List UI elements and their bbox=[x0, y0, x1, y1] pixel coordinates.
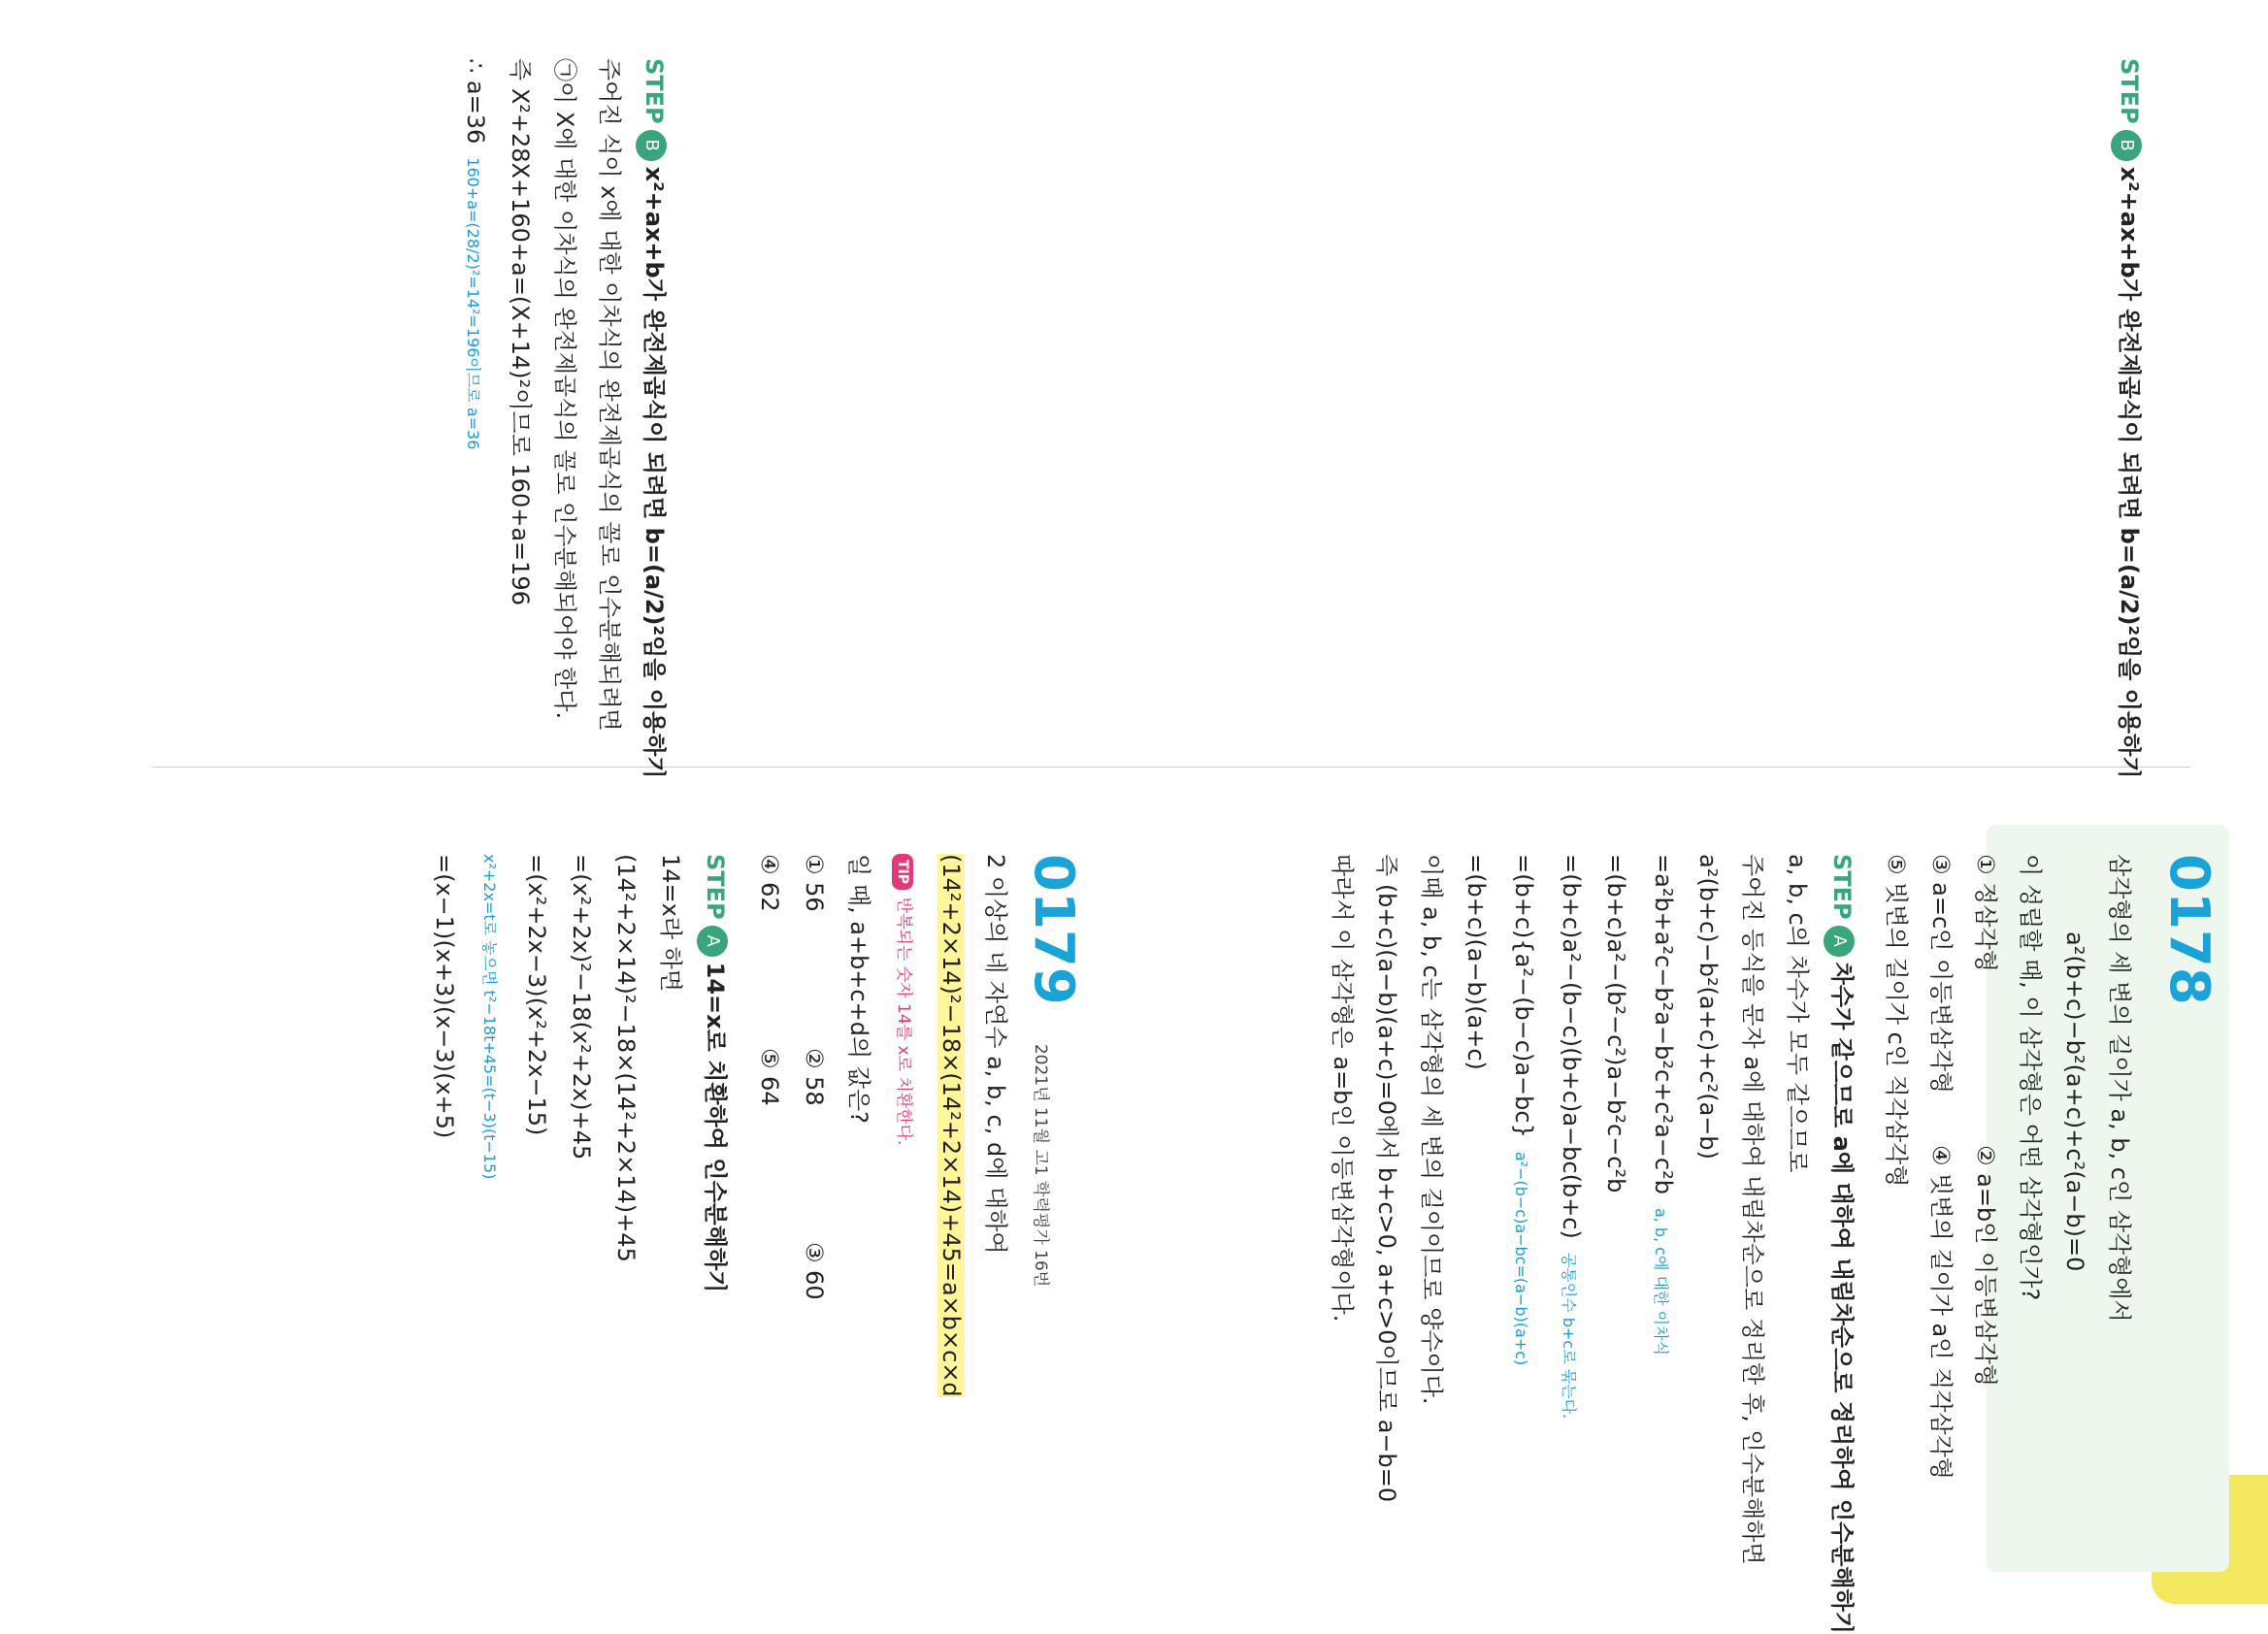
step-badge: A bbox=[697, 926, 728, 957]
vertical-divider bbox=[152, 767, 2190, 768]
problem-number: 0179 bbox=[1022, 854, 1085, 1005]
solution-line: 따라서 이 삼각형은 a=b인 이등변삼각형이다. bbox=[1329, 854, 1356, 1323]
step-title: 14=x로 치환하여 인수분해하기 bbox=[702, 962, 729, 1293]
question-line: 일 때, a+b+c+d의 값은? bbox=[845, 854, 872, 1124]
choice[interactable]: ① 정삼각형 bbox=[1972, 854, 1999, 972]
text-line: ∴ a=36 bbox=[462, 58, 489, 145]
step-badge: B bbox=[2111, 130, 2142, 161]
solution-line: 이때 a, b, c는 삼각형의 세 변의 길이이므로 양수이다. bbox=[1418, 854, 1445, 1405]
solution-line: a, b, c의 차수가 모두 같으므로 bbox=[1784, 854, 1811, 1173]
solution-line: =(x−1)(x+3)(x−3)(x+5) bbox=[431, 854, 458, 1139]
problem-number: 0178 bbox=[2157, 854, 2220, 1005]
solution-line: (14²+2×14)²−18×(14²+2×14)+45 bbox=[612, 854, 640, 1262]
solution-line: 즉 (b+c)(a−b)(a+c)=0에서 b+c>0, a+c>0이므로 a−b=0 bbox=[1373, 854, 1400, 1503]
step-title: x²+ax+b가 완전제곱식이 되려면 b=(a/2)²임을 이용하기 bbox=[2116, 166, 2143, 779]
choice[interactable]: ③ 60 bbox=[801, 1242, 828, 1300]
step-label: STEP bbox=[702, 854, 729, 920]
problem-0179 bbox=[422, 854, 1084, 1572]
solution-line: =(x²+2x−3)(x²+2x−15) bbox=[523, 854, 550, 1136]
tip-badge: TIP bbox=[892, 854, 913, 890]
solution-line: =(b+c)a²−(b−c)(b+c)a−bc(b+c) bbox=[1558, 854, 1585, 1239]
problem-0178 bbox=[1320, 854, 2220, 1634]
choice[interactable]: ⑤ 64 bbox=[756, 1048, 783, 1106]
text-line: 즉 X²+28X+160+a=(X+14)²이므로 160+a=196 bbox=[507, 58, 534, 605]
solution-line: =(x²+2x)²−18(x²+2x)+45 bbox=[568, 854, 595, 1160]
text-line: ㉠이 X에 대한 이차식의 완전제곱식의 꼴로 인수분해되어야 한다. bbox=[551, 58, 578, 720]
choice[interactable]: ③ a=c인 이등변삼각형 bbox=[1927, 854, 1955, 1095]
solution-line: =(b+c){a²−(b−c)a−bc} bbox=[1510, 854, 1537, 1138]
problem-source: 2021년 11월 고1 학력평가 16번 bbox=[1031, 1043, 1050, 1288]
question-line: 이 성립할 때, 이 삼각형은 어떤 삼각형인가? bbox=[2017, 854, 2044, 1301]
question-line: 삼각형의 세 변의 길이가 a, b, c인 삼각형에서 bbox=[2106, 854, 2133, 1323]
solution-line: a²(b+c)−b²(a+c)+c²(a−b) bbox=[1694, 854, 1722, 1160]
question-line: 2 이상의 네 자연수 a, b, c, d에 대하여 bbox=[982, 854, 1009, 1255]
solution-line: =(b+c)a²−(b²−c²)a−b²c−c²b bbox=[1602, 854, 1629, 1193]
step-badge: A bbox=[1824, 926, 1855, 957]
solution-line: 주어진 등식을 문자 a에 대하여 내림차순으로 정리한 후, 인수분해하면 bbox=[1739, 854, 1766, 1565]
question-line: (14²+2×14)²−18×(14²+2×14)+45=a×b×c×d bbox=[937, 854, 965, 1397]
choice[interactable]: ② 58 bbox=[801, 1048, 828, 1106]
choice[interactable]: ① 56 bbox=[801, 854, 828, 912]
side-note: a²−(b−c)a−bc=(a−b)(a+c) bbox=[1512, 1151, 1530, 1366]
choice[interactable]: ⑤ 빗변의 길이가 c인 직각삼각형 bbox=[1883, 854, 1910, 1188]
choice[interactable]: ④ 62 bbox=[756, 854, 783, 912]
solution-line: 14=x라 하면 bbox=[657, 854, 684, 993]
side-note: x²+2x=t로 놓으면 t²−18t+45=(t−3)(t−15) bbox=[480, 854, 499, 1180]
prev-solution bbox=[450, 58, 676, 779]
solution-line: =(b+c)(a−b)(a+c) bbox=[1463, 854, 1490, 1070]
step-title: 차수가 같으므로 a에 대하여 내림차순으로 정리하여 인수분해하기 bbox=[1828, 962, 1856, 1634]
question-line: a²(b+c)−b²(a+c)+c²(a−b)=0 bbox=[2061, 931, 2088, 1272]
side-note: a, b, c에 대한 이차식 bbox=[1652, 1207, 1670, 1356]
text-line: 주어진 식이 x에 대한 이차식의 완전제곱식의 꼴로 인수분해되려면 bbox=[596, 58, 623, 732]
step-badge: B bbox=[636, 130, 667, 161]
step-label: STEP bbox=[2116, 58, 2143, 124]
tip-text: 반복되는 숫자 14를 x로 치환한다. bbox=[894, 897, 913, 1146]
step-label: STEP bbox=[641, 58, 668, 124]
step-label: STEP bbox=[1828, 854, 1856, 920]
choice[interactable]: ④ 빗변의 길이가 a인 직각삼각형 bbox=[1927, 1145, 1955, 1480]
side-note: 160+a=(28/2)²=14²=196이므로 a=36 bbox=[464, 157, 482, 450]
left-column bbox=[2107, 58, 2152, 779]
side-note: 공통인수 b+c로 묶는다. bbox=[1560, 1252, 1578, 1420]
choice[interactable]: ② a=b인 이등변삼각형 bbox=[1972, 1145, 1999, 1388]
solution-line: =a²b+a²c−b²a−b²c+c²a−c²b bbox=[1650, 854, 1677, 1194]
step-title: x²+ax+b가 완전제곱식이 되려면 b=(a/2)²임을 이용하기 bbox=[641, 166, 668, 779]
